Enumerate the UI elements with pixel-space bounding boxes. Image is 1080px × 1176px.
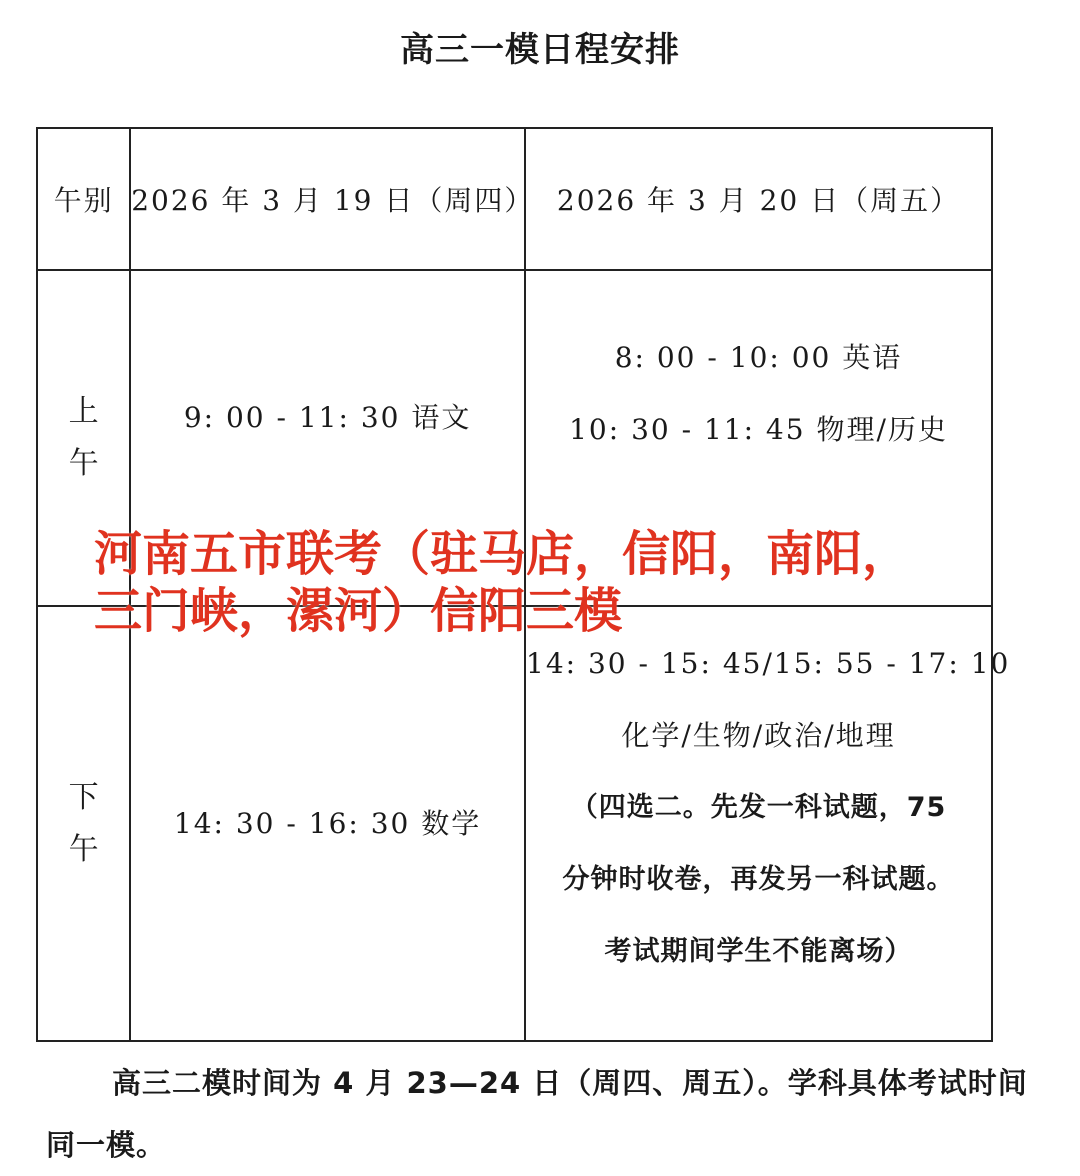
- header-day1-cell: [130, 128, 535, 270]
- afternoon-day2-line-2: 化学/生物/政治/地理: [621, 718, 896, 752]
- header-day1-label: 2026 年 3 月 19 日（周四）: [131, 184, 535, 218]
- afternoon-day1-cell: [130, 606, 525, 1041]
- overlay-caption-line-1: 河南五市联考（驻马店，信阳，南阳，: [94, 526, 911, 582]
- morning-day2-line-2: 10: 30 - 11: 45 物理/历史: [569, 413, 948, 447]
- red-overlay-caption: [94, 526, 994, 640]
- second-mock-note: 高三二模时间为 4 月 23—24 日（周四、周五）。学科具体考试时间同一模。: [46, 1066, 1028, 1162]
- afternoon-day2-line-5: 考试期间学生不能离场）: [604, 935, 913, 967]
- afternoon-period-label: 下午: [68, 779, 99, 867]
- afternoon-period-cell: [37, 606, 130, 1041]
- table-header-row: [37, 128, 992, 270]
- header-period-cell: [37, 128, 130, 270]
- afternoon-day2-line-3: （四选二。先发一科试题，75: [570, 791, 947, 823]
- afternoon-day2-line-4: 分钟时收卷，再发另一科试题。: [562, 863, 955, 895]
- header-day2-cell: [525, 128, 992, 270]
- afternoon-day2-line-1: 14: 30 - 15: 45/15: 55 - 17: 10: [526, 646, 1011, 680]
- morning-period-label: 上午: [68, 394, 99, 482]
- morning-day1-line: 9: 00 - 11: 30 语文: [183, 401, 472, 435]
- page-title: 高三一模日程安排: [400, 30, 680, 70]
- afternoon-day1-line: 14: 30 - 16: 30 数学: [173, 806, 482, 840]
- morning-day2-line-1: 8: 00 - 10: 00 英语: [614, 341, 903, 375]
- header-period-label: 午别: [53, 184, 114, 218]
- afternoon-day2-cell: [525, 606, 1011, 1041]
- overlay-caption-line-2: 三门峡，漯河）信阳三模: [94, 583, 623, 639]
- header-day2-label: 2026 年 3 月 20 日（周五）: [556, 184, 961, 218]
- table-row-afternoon: [37, 606, 992, 1041]
